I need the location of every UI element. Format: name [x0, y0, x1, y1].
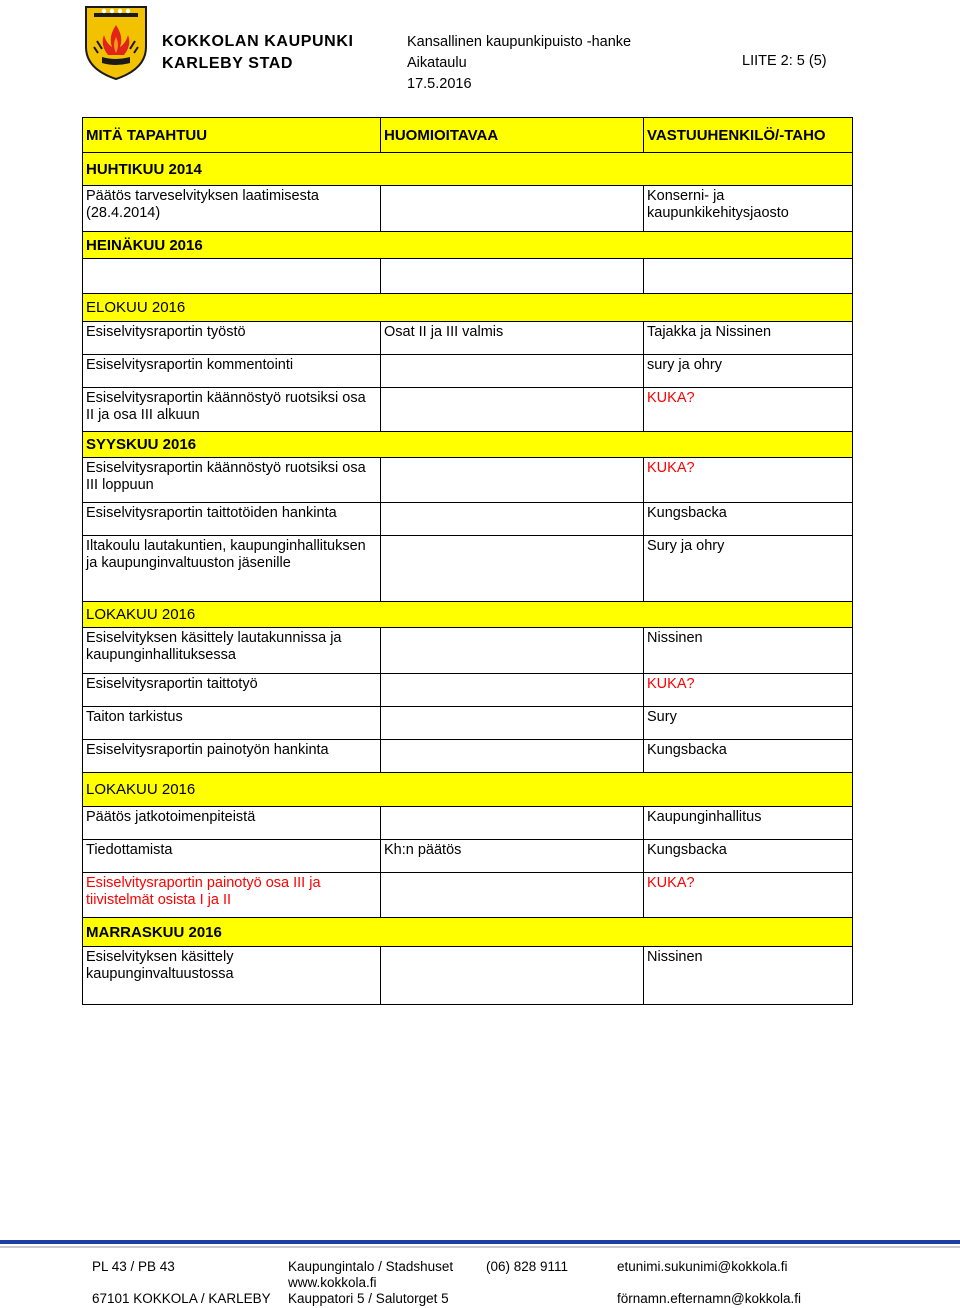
- table-row: [83, 947, 853, 1005]
- responsible-cell: Nissinen: [644, 947, 853, 1005]
- responsible-cell: KUKA?: [644, 458, 853, 503]
- table-row: [83, 628, 853, 674]
- footer-email-fi[interactable]: etunimi.sukunimi@kokkola.fi: [617, 1259, 788, 1274]
- activity-cell: Iltakoulu lautakuntien, kaupunginhallituksen ja kaupunginvaltuuston jäsenille: [83, 536, 381, 602]
- note-cell: [381, 707, 644, 740]
- note-cell: [381, 259, 644, 294]
- responsible-cell: Kaupunginhallitus: [644, 807, 853, 840]
- table-row: [83, 807, 853, 840]
- table-row: [83, 322, 853, 355]
- table-row: [83, 536, 853, 602]
- footer-divider: [0, 1246, 960, 1248]
- month-label: ELOKUU 2016: [83, 294, 853, 322]
- table-row: [83, 707, 853, 740]
- responsible-cell: Konserni- ja kaupunkikehitysjaosto: [644, 186, 853, 232]
- activity-cell: Taiton tarkistus: [83, 707, 381, 740]
- footer-po-box: PL 43 / PB 43: [92, 1259, 175, 1274]
- responsible-cell: KUKA?: [644, 873, 853, 918]
- activity-cell: Tiedottamista: [83, 840, 381, 873]
- month-label: MARRASKUU 2016: [83, 918, 853, 947]
- document-subtitle: Aikataulu: [407, 55, 467, 71]
- note-cell: [381, 503, 644, 536]
- month-row: [83, 294, 853, 322]
- page-footer: [0, 1256, 960, 1308]
- responsible-cell: KUKA?: [644, 674, 853, 707]
- document-title: Kansallinen kaupunkipuisto -hanke: [407, 34, 632, 50]
- note-cell: [381, 186, 644, 232]
- activity-cell: Esiselvitysraportin painotyön hankinta: [83, 740, 381, 773]
- appendix-label: LIITE 2: 5 (5): [742, 53, 827, 69]
- activity-cell: Päätös tarveselvityksen laatimisesta (28.4.2014): [83, 186, 381, 232]
- activity-cell: Esiselvitysraportin taittotyö: [83, 674, 381, 707]
- activity-cell: Esiselvitysraportin taittotöiden hankinta: [83, 503, 381, 536]
- note-cell: Kh:n päätös: [381, 840, 644, 873]
- table-row: [83, 740, 853, 773]
- table-row: [83, 186, 853, 232]
- activity-cell: Päätös jatkotoimenpiteistä: [83, 807, 381, 840]
- note-cell: [381, 873, 644, 918]
- table-row: [83, 355, 853, 388]
- organization-name-sv: KARLEBY STAD: [162, 55, 294, 72]
- month-row: [83, 153, 853, 186]
- note-cell: [381, 807, 644, 840]
- footer-building: Kaupungintalo / Stadshuset: [288, 1259, 454, 1274]
- note-cell: [381, 458, 644, 503]
- month-row: [83, 773, 853, 807]
- footer-street-address: Kauppatori 5 / Salutorget 5: [288, 1291, 449, 1306]
- table-row: [83, 873, 853, 918]
- note-cell: [381, 674, 644, 707]
- responsible-cell: Kungsbacka: [644, 740, 853, 773]
- table-header-row: [83, 118, 853, 153]
- column-header-notes: HUOMIOITAVAA: [381, 118, 644, 153]
- footer-phone: (06) 828 9111: [486, 1259, 569, 1274]
- month-row: [83, 432, 853, 458]
- footer-email-sv[interactable]: förnamn.efternamn@kokkola.fi: [617, 1291, 802, 1306]
- month-label: SYYSKUU 2016: [83, 432, 853, 458]
- note-cell: [381, 947, 644, 1005]
- note-cell: [381, 536, 644, 602]
- month-label: HUHTIKUU 2014: [83, 153, 853, 186]
- responsible-cell: Sury ja ohry: [644, 536, 853, 602]
- schedule-table: [82, 117, 853, 1005]
- note-cell: [381, 355, 644, 388]
- document-header: [407, 32, 631, 95]
- month-row: [83, 602, 853, 628]
- column-header-responsible: VASTUUHENKILÖ/-TAHO: [644, 118, 853, 153]
- footer-website[interactable]: www.kokkola.fi: [288, 1275, 377, 1290]
- responsible-cell: [644, 259, 853, 294]
- city-crest-icon: [82, 3, 150, 81]
- month-label: LOKAKUU 2016: [83, 773, 853, 807]
- table-row: [83, 388, 853, 432]
- activity-cell: Esiselvitysraportin painotyö osa III ja tiivistelmät osista I ja II: [83, 873, 381, 918]
- responsible-cell: Tajakka ja Nissinen: [644, 322, 853, 355]
- month-row: [83, 232, 853, 259]
- activity-cell: Esiselvitysraportin työstö: [83, 322, 381, 355]
- organization-name-fi: KOKKOLAN KAUPUNKI: [162, 33, 354, 50]
- month-row: [83, 918, 853, 947]
- activity-cell: Esiselvitysraportin käännöstyö ruotsiksi osa III loppuun: [83, 458, 381, 503]
- table-row: [83, 259, 853, 294]
- table-row: [83, 458, 853, 503]
- note-cell: Osat II ja III valmis: [381, 322, 644, 355]
- responsible-cell: Kungsbacka: [644, 840, 853, 873]
- responsible-cell: KUKA?: [644, 388, 853, 432]
- activity-cell: Esiselvitysraportin käännöstyö ruotsiksi osa II ja osa III alkuun: [83, 388, 381, 432]
- table-row: [83, 674, 853, 707]
- month-label: LOKAKUU 2016: [83, 602, 853, 628]
- responsible-cell: Sury: [644, 707, 853, 740]
- table-row: [83, 503, 853, 536]
- footer-band: [0, 1240, 960, 1244]
- responsible-cell: Kungsbacka: [644, 503, 853, 536]
- note-cell: [381, 388, 644, 432]
- table-row: [83, 840, 853, 873]
- month-label: HEINÄKUU 2016: [83, 232, 853, 259]
- responsible-cell: sury ja ohry: [644, 355, 853, 388]
- activity-cell: Esiselvitysraportin kommentointi: [83, 355, 381, 388]
- organization-logo: [82, 3, 382, 83]
- activity-cell: Esiselvityksen käsittely kaupunginvaltuustossa: [83, 947, 381, 1005]
- note-cell: [381, 628, 644, 674]
- activity-cell: Esiselvityksen käsittely lautakunnissa ja kaupunginhallituksessa: [83, 628, 381, 674]
- column-header-what: MITÄ TAPAHTUU: [83, 118, 381, 153]
- footer-postal-address: 67101 KOKKOLA / KARLEBY: [92, 1291, 271, 1306]
- note-cell: [381, 740, 644, 773]
- activity-cell: [83, 259, 381, 294]
- responsible-cell: Nissinen: [644, 628, 853, 674]
- document-date: 17.5.2016: [407, 76, 472, 92]
